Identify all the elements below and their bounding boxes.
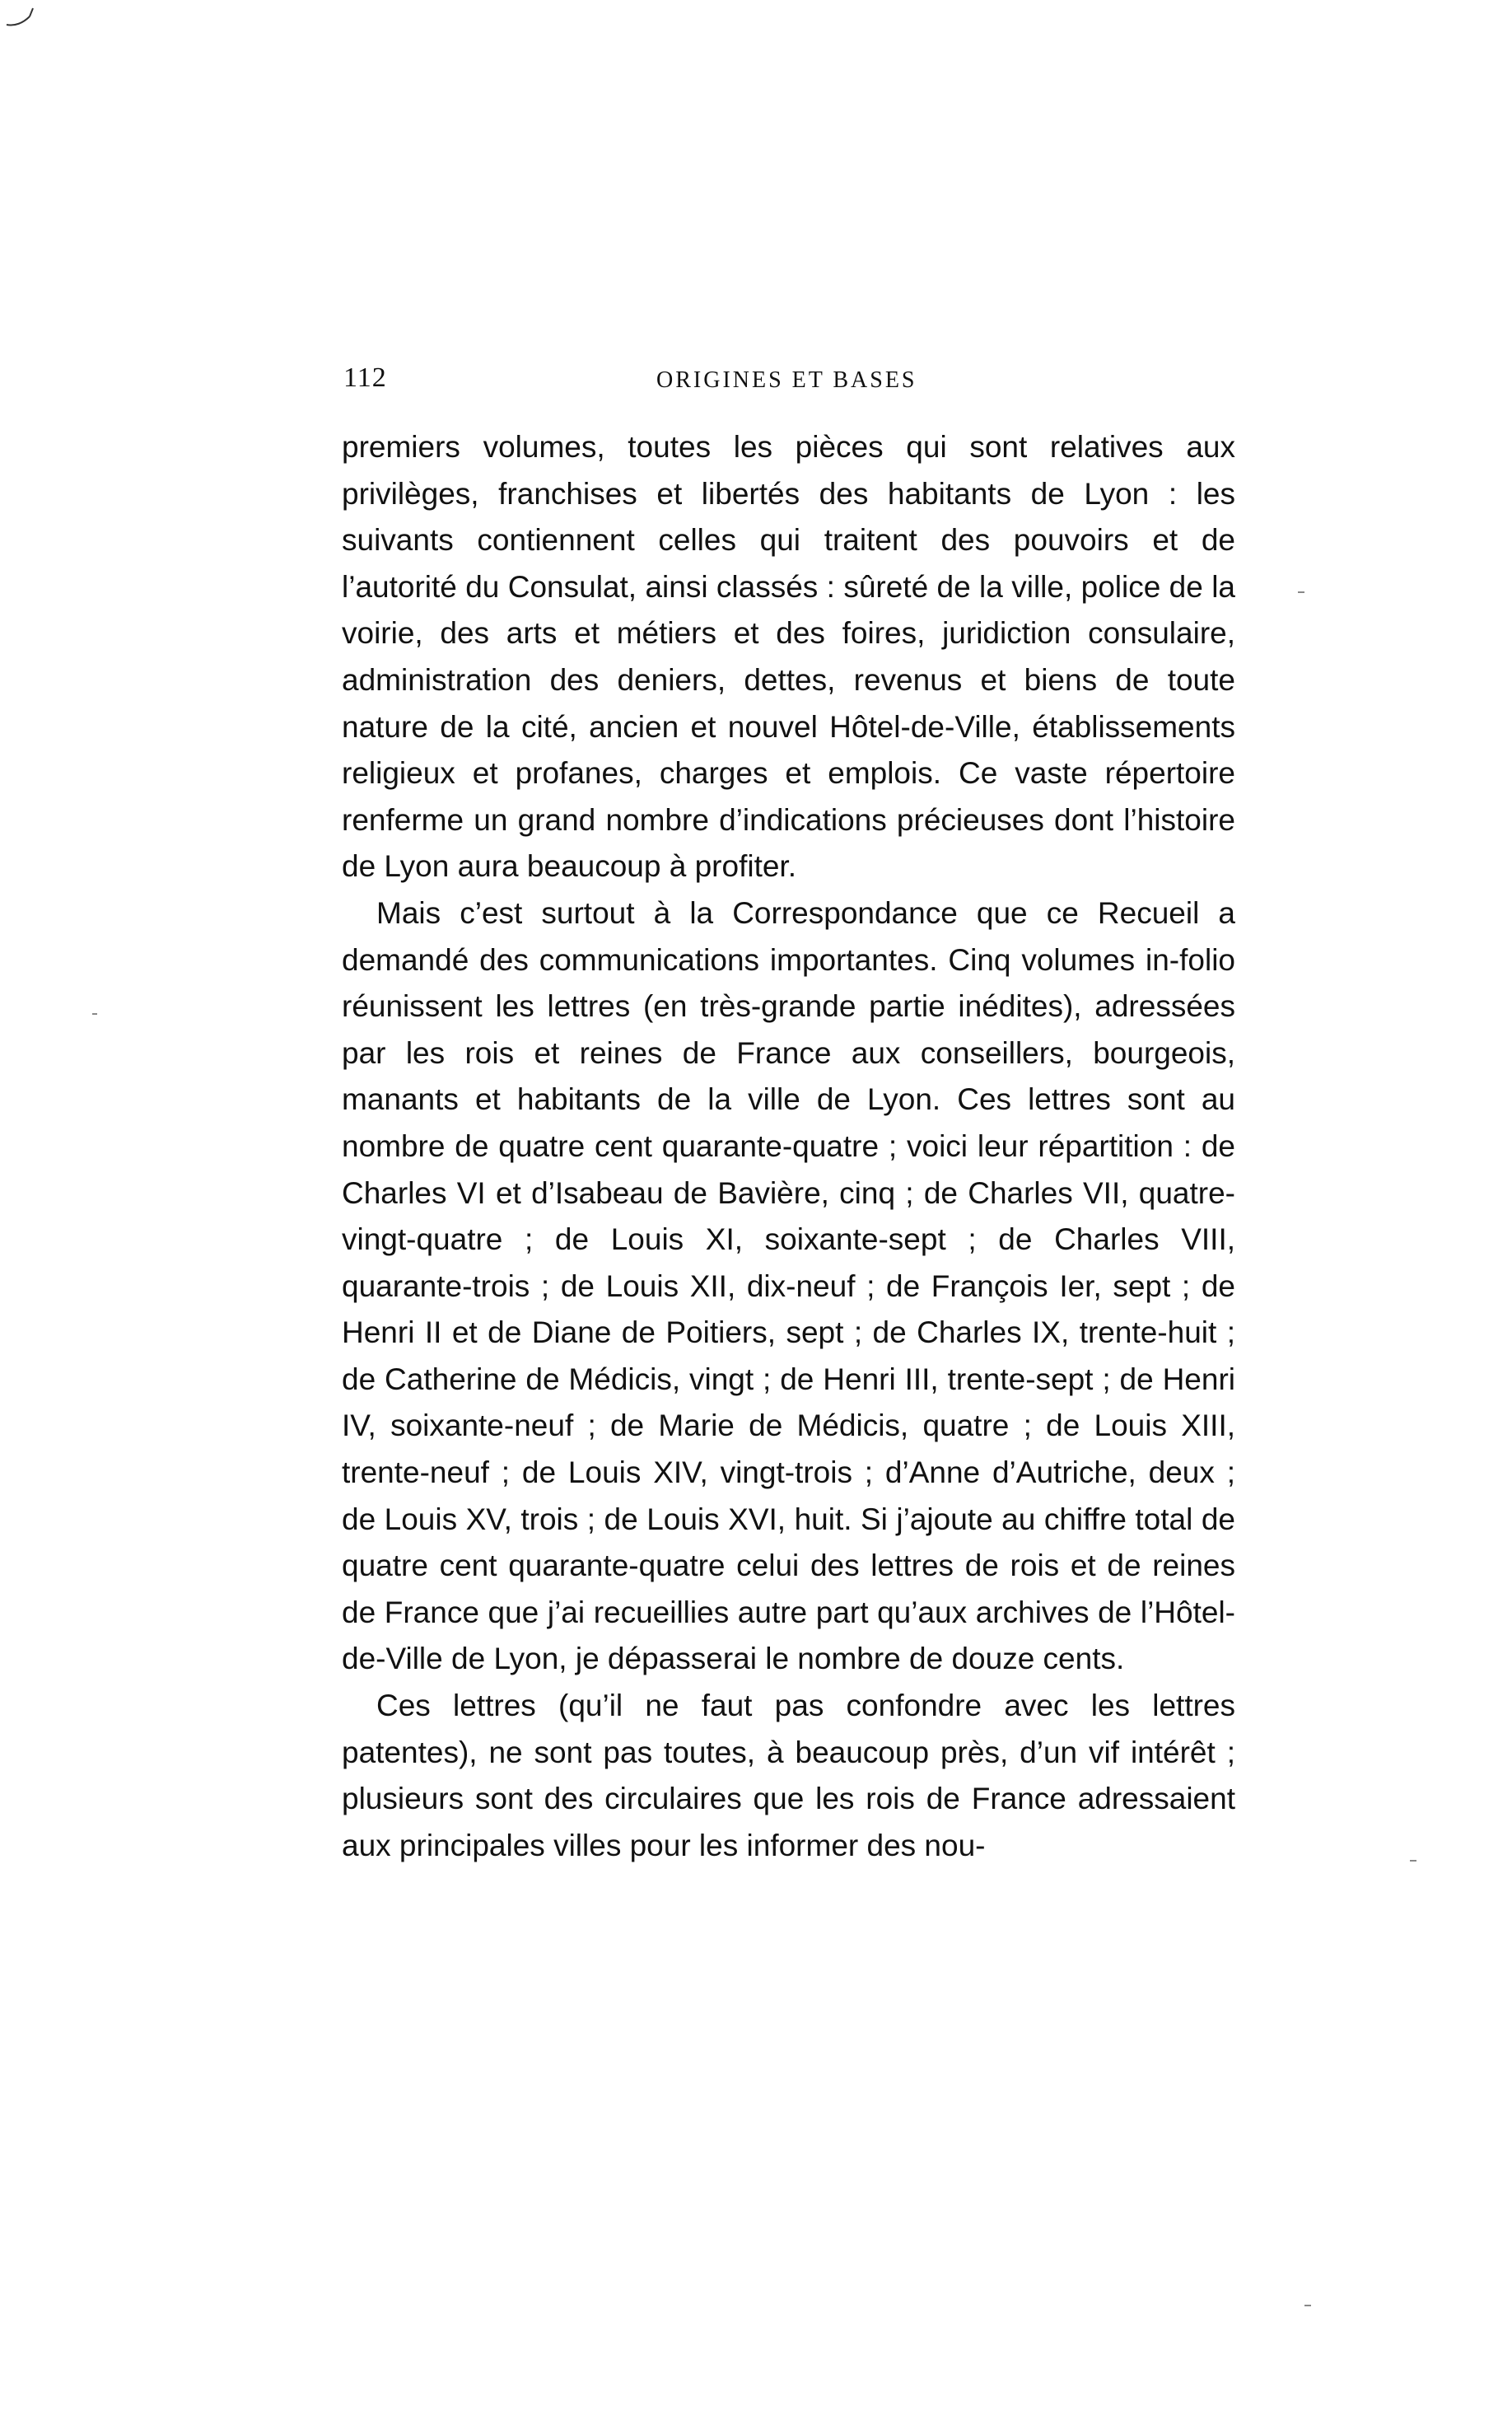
body-text — [342, 424, 1235, 1869]
pen-mark-icon — [5, 5, 41, 30]
margin-speck — [1304, 2305, 1311, 2306]
margin-speck — [1410, 1860, 1416, 1862]
page-header — [343, 362, 1233, 404]
paragraph: premiers volumes, toutes les pièces qui sont relatives aux privilèges, franchises et libertés des habitants de Lyon : les suivants contiennent celles qui traitent des pouvoirs et de l’autorité du Consulat, ainsi classés : sûreté de la ville, police de la voirie, des arts et métiers et des foires, juridiction consulaire, administration des deniers, dettes, revenus et biens de toute nature de la cité, ancien et nouvel Hôtel-de-Ville, établissements religieux et profanes, charges et emplois. Ce vaste répertoire renferme un grand nombre d’indications précieuses dont l’histoire de Lyon aura beaucoup à profiter. — [342, 430, 1235, 884]
page-number: 112 — [343, 362, 387, 393]
paragraph: Ces lettres (qu’il ne faut pas confondre avec les lettres patentes), ne sont pas toutes, à beaucoup près, d’un vif intérêt ; plusieurs sont des circulaires que les rois de France adressaient aux principales villes pour les informer des nou- — [342, 1689, 1235, 1862]
margin-speck — [1298, 591, 1304, 593]
margin-speck — [92, 1013, 97, 1015]
running-title: ORIGINES ET BASES — [656, 367, 917, 393]
paragraph: Mais c’est surtout à la Correspondance que ce Recueil a demandé des communications importantes. Cinq volumes in-folio réunissent les lettres (en très-grande partie inédites), adressées par les rois et reines de France aux conseillers, bourgeois, manants et habitants de la ville de Lyon. Ces lettres sont au nombre de quatre cent quarante-quatre ; voici leur répartition : de Charles VI et d’Isabeau de Bavière, cinq ; de Charles VII, quatre-vingt-quatre ; de Louis XI, soixante-sept ; de Charles VIII, quarante-trois ; de Louis XII, dix-neuf ; de François Ier, sept ; de Henri II et de Diane de Poitiers, sept ; de Charles IX, trente-huit ; de Catherine de Médicis, vingt ; de Henri III, trente-sept ; de Henri IV, soixante-neuf ; de Marie de Médicis, quatre ; de Louis XIII, trente-neuf ; de Louis XIV, vingt-trois ; d’Anne d’Autriche, deux ; de Louis XV, trois ; de Louis XVI, huit. Si j’ajoute au chiffre total de quatre cent quarante-quatre celui des lettres de rois et de reines de France que j’ai recueillies autre part qu’aux archives de l’Hôtel-de-Ville de Lyon, je dépasserai le nombre de douze cents. — [342, 895, 1235, 1676]
